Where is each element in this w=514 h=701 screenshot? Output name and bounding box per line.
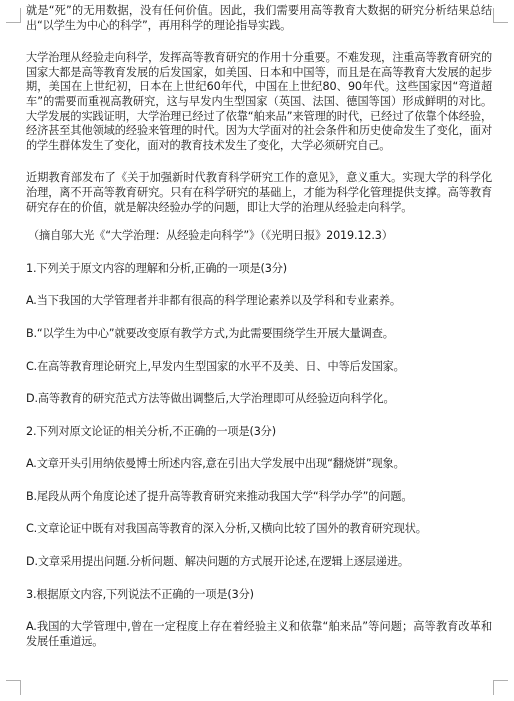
question-2-option-c: C.文章论证中既有对我国高等教育的深入分析,又横向比较了国外的教育研究现状。 <box>26 522 427 536</box>
question-1-stem: 1.下列关于原文内容的理解和分析,正确的一项是(3分) <box>26 261 287 275</box>
question-1-option-d: D.高等教育的研究范式方法等做出调整后,大学治理即可从经验迈向科学化。 <box>26 392 395 406</box>
question-1-option-c: C.在高等教育理论研究上,早发内生型国家的水平不及美、日、中等后发国家。 <box>26 359 405 373</box>
source-citation: （摘自邬大光《“大学治理：从经验走向科学”》（《光明日报》2019.12.3） <box>28 229 393 243</box>
question-2-option-a: A.文章开头引用纳依曼博士所述内容,意在引出大学发展中出现“翻烧饼”现象。 <box>26 457 405 471</box>
paragraph-1: 就是“死”的无用数据，没有任何价值。因此，我们需要用高等教育大数据的研究分析结果总结出“以学生为中心的科学”，再用科学的理论指导实践。 <box>26 4 492 32</box>
question-2-option-d: D.文章采用提出问题.分析问题、解决问题的方式展开论述,在逻辑上逐层递进。 <box>26 555 409 569</box>
crop-mark-bottom-left <box>6 680 21 695</box>
question-3-option-a: A.我国的大学管理中,曾在一定程度上存在着经验主义和依靠“舶来品”等问题；高等教育改革和发展任重道远。 <box>26 620 492 648</box>
paragraph-3: 近期教育部发布了《关于加强新时代教育科学研究工作的意见》，意义重大。实现大学的科学化治理，离不开高等教育研究。只有在科学研究的基础上，才能为科学化管理提供支撑。高等教育研究存在的价值，就是解决经验办学的问题，即让大学的治理从经验走向科学。 <box>26 171 492 214</box>
crop-mark-bottom-right <box>493 680 508 695</box>
question-2-stem: 2.下列对原文论证的相关分析,不正确的一项是(3分) <box>26 424 276 438</box>
question-2-option-b: B.尾段从两个角度论述了提升高等教育研究来推动我国大学“科学办学”的问题。 <box>26 489 413 503</box>
crop-mark-top-right <box>493 8 508 23</box>
document-page <box>26 4 492 649</box>
paragraph-2: 大学治理从经验走向科学，发挥高等教育研究的作用十分重要。不难发现，注重高等教育研究的国家大都是高等教育发展的后发国家，如美国、日本和中国等，而且是在高等教育大发展的起步期，美国在上世纪初，日本在上世纪60年代，中国在上世纪80、90年代。这些国家因“弯道超车”的需要而重视高教研究，这与早发内生型国家（英国、法国、德国等国）形成鲜明的对比。大学发展的实践证明，大学治理已经过了依靠“舶来品”来管理的时代，已经过了依靠个体经验，经济甚至其他领域的经验来管理的时代。因为大学面对的社会条件和历史使命发生了变化，面对的学生群体发生了变化，面对的教育技术发生了变化，大学必须研究自己。 <box>26 51 492 152</box>
question-3-stem: 3.根据原文内容,下列说法不正确的一项是(3分) <box>26 587 254 601</box>
crop-mark-top-left <box>6 8 21 23</box>
question-1-option-b: B.“以学生为中心”就要改变原有教学方式,为此需要围绕学生开展大量调查。 <box>26 326 394 340</box>
question-1-option-a: A.当下我国的大学管理者并非都有很高的科学理论素养以及学科和专业素养。 <box>26 294 401 308</box>
